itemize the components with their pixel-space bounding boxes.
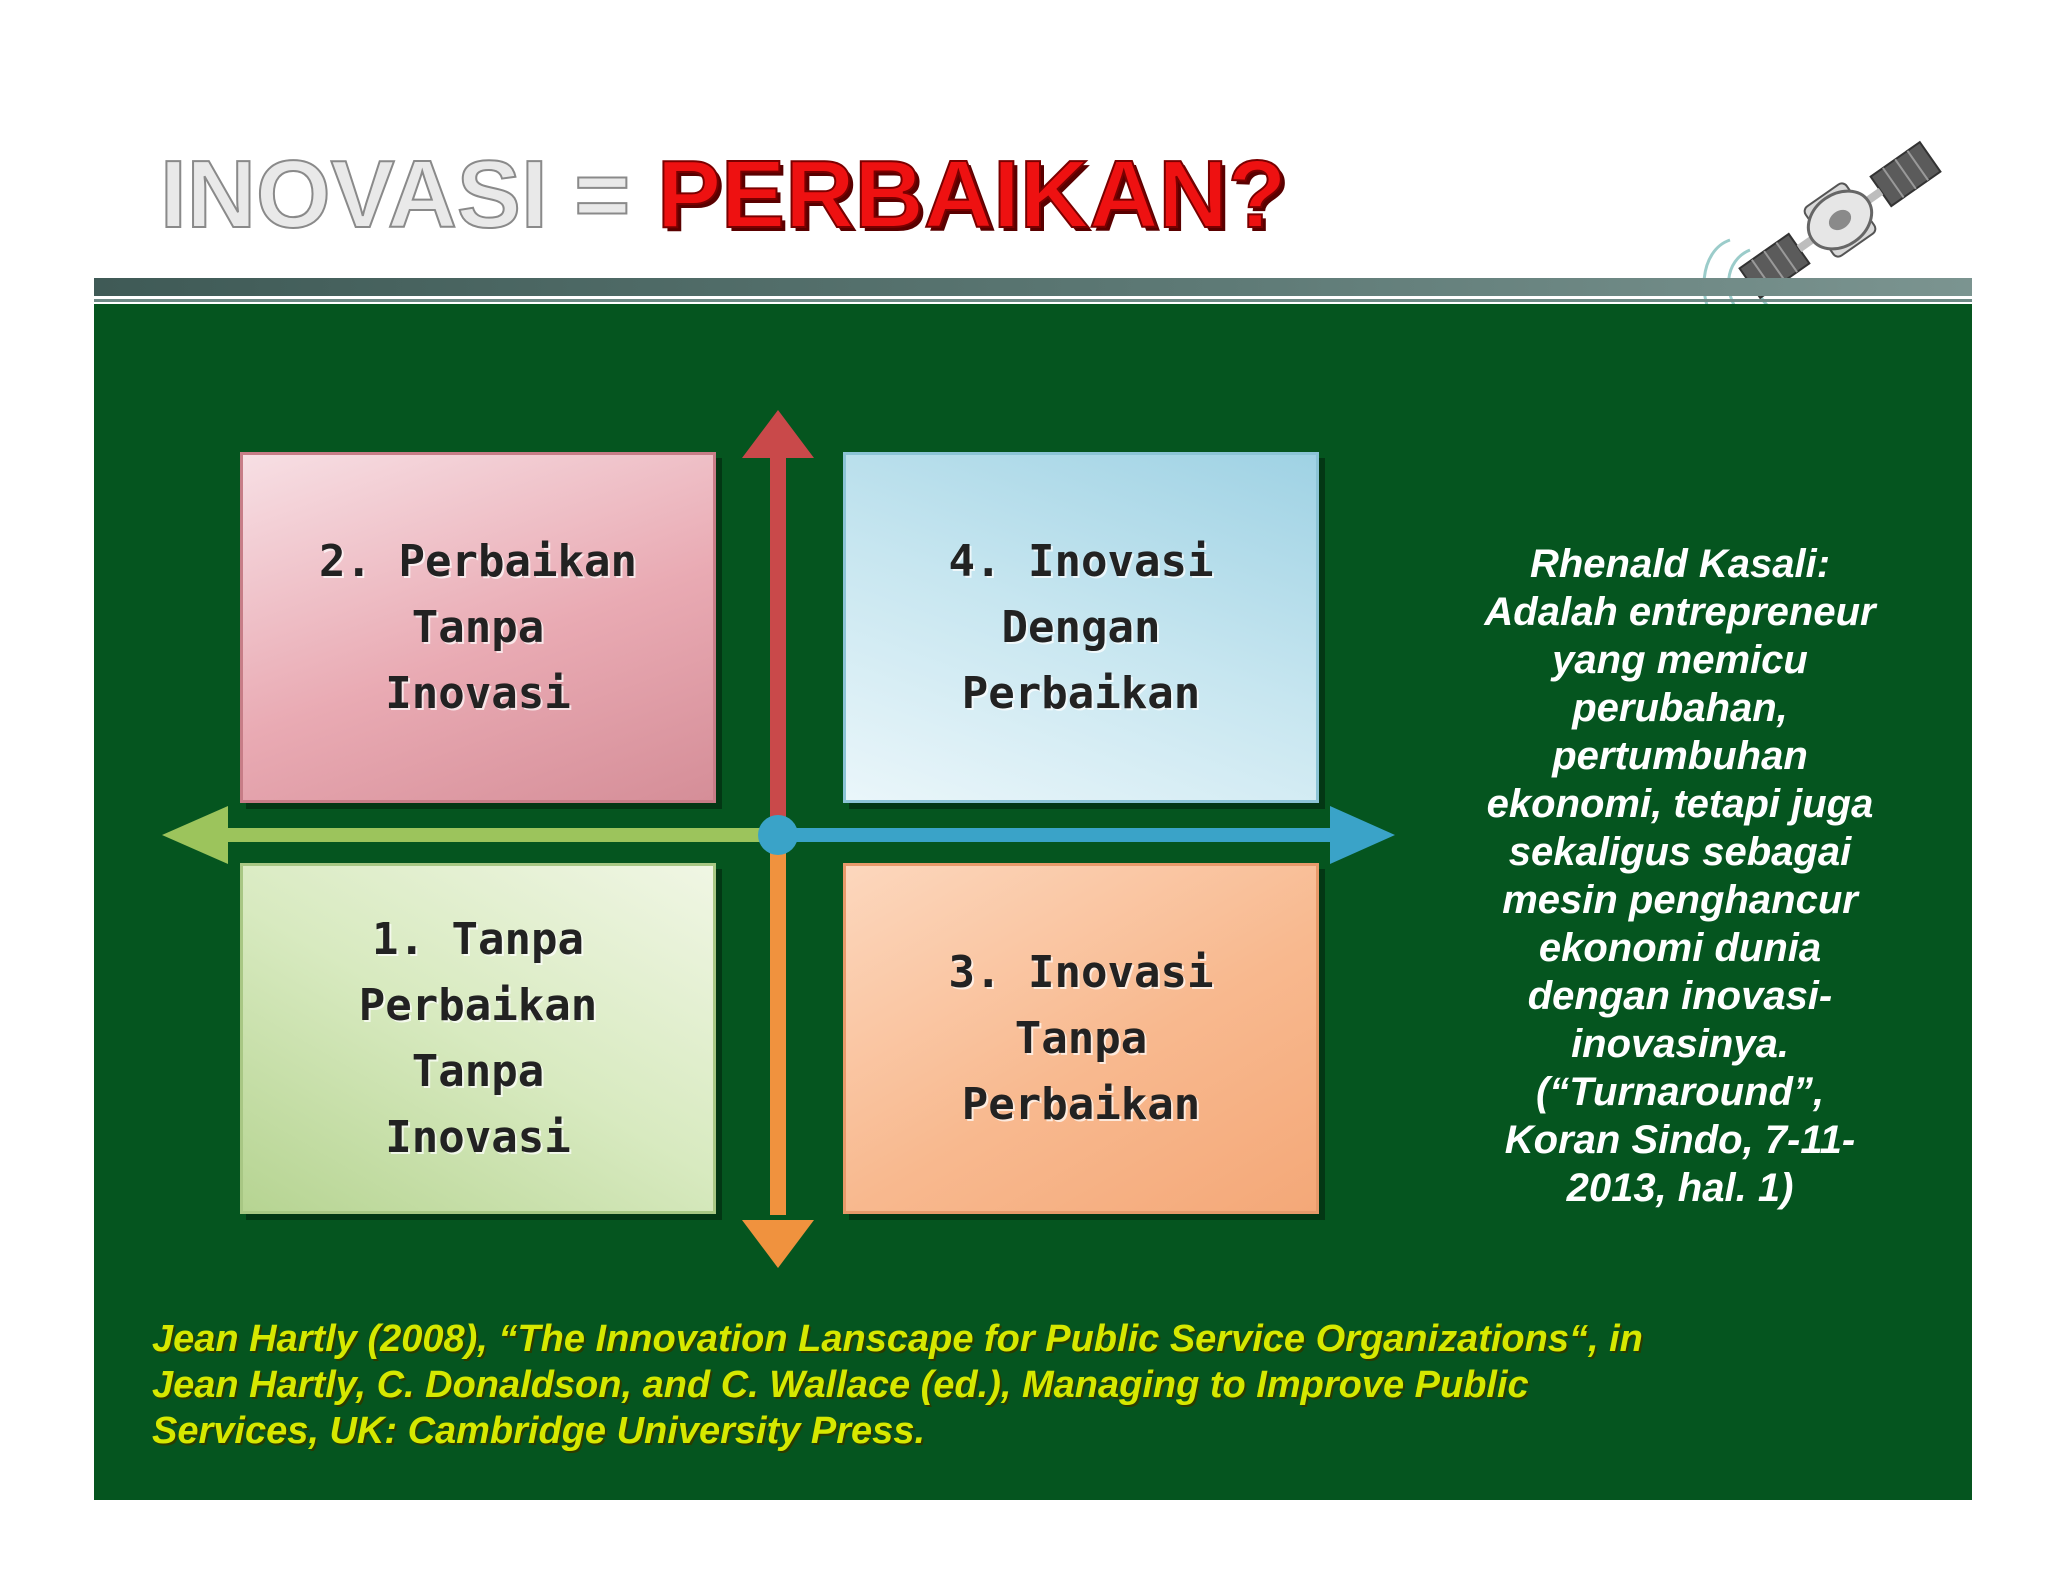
quote-line: Rhenald Kasali: [1529,542,1831,586]
arrow-down-head [742,1220,814,1268]
arrow-right-shaft [778,828,1348,842]
slide-title [160,140,1286,250]
quote-line: yang memicu [1552,638,1808,682]
quote-line: 2013, hal. 1) [1566,1166,1794,1210]
title-inovasi: INOVASI [160,141,548,248]
arrow-left-head [162,806,228,864]
quote-line: perubahan, [1572,686,1788,730]
reference-line: Jean Hartly, C. Donaldson, and C. Wallace (ed.), Managing to Improve Public [152,1364,1529,1406]
quadrant-perbaikan-tanpa-inovasi: 2. Perbaikan Tanpa Inovasi [240,452,716,803]
quote-line: Koran Sindo, 7-11- [1504,1118,1856,1162]
quote-line: mesin penghancur [1502,878,1858,922]
kasali-quote [1440,540,1920,1212]
quote-line: inovasinya. [1571,1022,1789,1066]
header-divider [94,299,1972,302]
reference-citation [152,1316,1752,1454]
arrow-right-head [1330,806,1395,864]
quadrant-inovasi-tanpa-perbaikan: 3. Inovasi Tanpa Perbaikan [843,863,1319,1214]
title-equals: = [574,141,631,248]
reference-line: Jean Hartly (2008), “The Innovation Lanscape for Public Service Organizations“, in [152,1318,1643,1360]
quote-line: dengan inovasi- [1527,974,1833,1018]
arrow-up-head [742,410,814,458]
quote-line: Adalah entrepreneur [1484,590,1876,634]
quadrant-diagram [150,400,1400,1290]
quote-line: sekaligus sebagai [1508,830,1852,874]
arrow-up-shaft [770,445,786,830]
quadrant-tanpa-perbaikan-tanpa-inovasi: 1. Tanpa Perbaikan Tanpa Inovasi [240,863,716,1214]
center-node [758,815,798,855]
quote-line: (“Turnaround”, [1535,1070,1825,1114]
reference-line: Services, UK: Cambridge University Press. [152,1410,926,1452]
arrow-down-shaft [770,830,786,1215]
arrow-left-shaft [205,828,780,842]
quote-line: ekonomi, tetapi juga [1486,782,1874,826]
title-perbaikan: PERBAIKAN? [657,141,1287,248]
quote-line: pertumbuhan [1552,734,1808,778]
quadrant-inovasi-dengan-perbaikan: 4. Inovasi Dengan Perbaikan [843,452,1319,803]
header-bar [94,278,1972,296]
quote-line: ekonomi dunia [1538,926,1822,970]
